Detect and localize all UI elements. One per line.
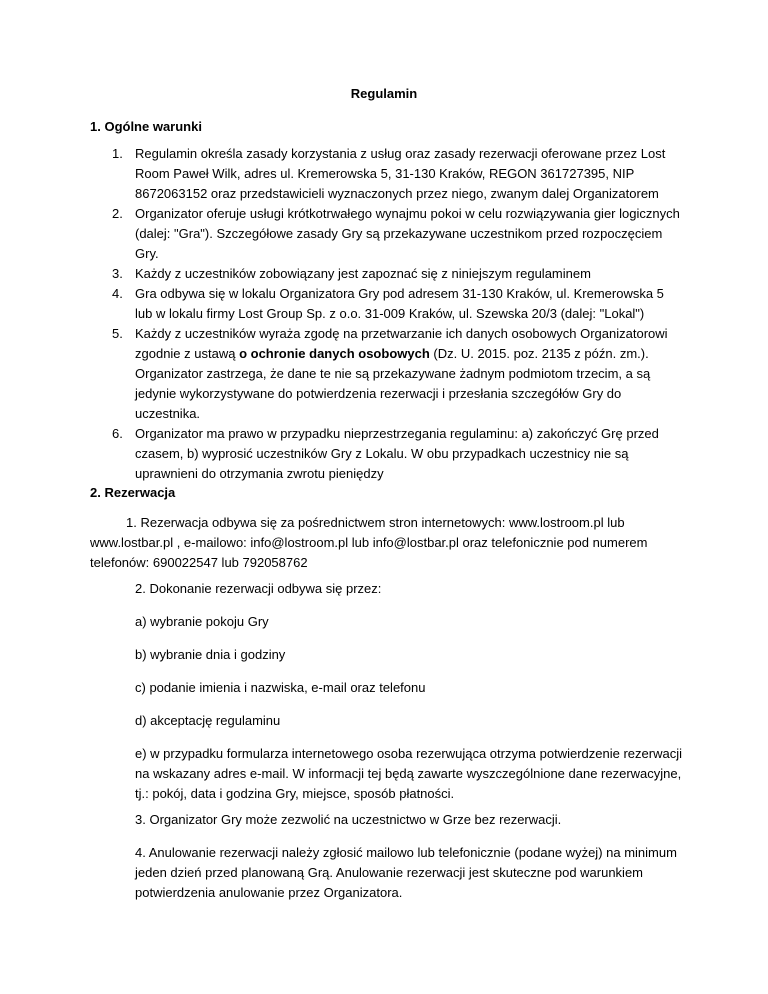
list-item bbox=[90, 264, 680, 284]
list-item-number: 2. bbox=[112, 206, 123, 221]
list-item-text: Każdy z uczestników zobowiązany jest zapoznać się z niniejszym regulaminem bbox=[135, 266, 591, 281]
list-item-text: Organizator oferuje usługi krótkotrwałego wynajmu pokoi w celu rozwiązywania gier logicznych (dalej: "Gra"). Szczegółowe zasady Gry są przekazywane uczestnikom przed rozpoczęciem Gry. bbox=[135, 206, 680, 261]
list-item-text: Regulamin określa zasady korzystania z usług oraz zasady rezerwacji oferowane przez Lost Room Paweł Wilk, adres ul. Kremerowska 5, 31-130 Kraków, REGON 361727395, NIP 8672063152 oraz przedstawicieli wyznaczonych przez niego, zwanym dalej Organizatorem bbox=[135, 146, 666, 201]
reservation-paragraph-3: 3. Organizator Gry może zezwolić na uczestnictwo w Grze bez rezerwacji. bbox=[135, 812, 562, 827]
list-item-text-part: (Dz. U. 2015. poz. 2135 z późn. zm.). Organizator zastrzega, że dane te nie są przekazywane żadnym podmiotom trzecim, a są jedynie wykorzystywane do potwierdzenia rezerwacji i przesłania szczegółów Gry do uczestnika. bbox=[135, 346, 651, 421]
bold-law-name: o ochronie danych osobowych bbox=[239, 346, 430, 361]
list-item-number: 6. bbox=[112, 426, 123, 441]
section-2-heading: 2. Rezerwacja bbox=[90, 485, 176, 500]
section-1-list bbox=[90, 144, 680, 484]
list-item-number: 5. bbox=[112, 326, 123, 341]
reservation-paragraph-4: 4. Anulowanie rezerwacji należy zgłosić mailowo lub telefonicznie (podane wyżej) na minimum jeden dzień przed planowaną Grą. Anulowanie rezerwacji jest skuteczne pod warunkiem potwierdzenia anulowanie przez Organizatora. bbox=[135, 845, 677, 900]
list-item bbox=[90, 204, 680, 264]
section-1-heading: 1. Ogólne warunki bbox=[90, 119, 202, 134]
reservation-step-a: a) wybranie pokoju Gry bbox=[135, 614, 269, 629]
list-item-number: 3. bbox=[112, 266, 123, 281]
list-item-text bbox=[135, 326, 668, 421]
list-item bbox=[90, 144, 680, 204]
reservation-steps-intro: 2. Dokonanie rezerwacji odbywa się przez: bbox=[135, 581, 382, 596]
list-item-text: Gra odbywa się w lokalu Organizatora Gry pod adresem 31-130 Kraków, ul. Kremerowska 5 lub w lokalu firmy Lost Group Sp. z o.o. 31-009 Kraków, ul. Szewska 20/3 (dalej: "Lokal") bbox=[135, 286, 664, 321]
reservation-step-b: b) wybranie dnia i godziny bbox=[135, 647, 286, 662]
reservation-channels-paragraph: 1. Rezerwacja odbywa się za pośrednictwem stron internetowych: www.lostroom.pl lub www.lostbar.pl , e-mailowo: info@lostroom.pl lub info@lostbar.pl oraz telefonicznie pod numerem telefonów: 690022547 lub 792058762 bbox=[90, 515, 648, 570]
document-title: Regulamin bbox=[350, 86, 418, 101]
reservation-step-e: e) w przypadku formularza internetowego osoba rezerwująca otrzyma potwierdzenie rezerwacji na wskazany adres e-mail. W informacji tej będą zawarte wyszczególnione dane rezerwacyjne, tj.: pokój, data i godzina Gry, miejsce, sposób płatności. bbox=[135, 746, 682, 801]
reservation-step-d: d) akceptację regulaminu bbox=[135, 713, 281, 728]
list-item-number: 4. bbox=[112, 286, 123, 301]
reservation-step-c: c) podanie imienia i nazwiska, e-mail oraz telefonu bbox=[135, 680, 426, 695]
list-item-number: 1. bbox=[112, 146, 123, 161]
list-item-text: Organizator ma prawo w przypadku nieprzestrzegania regulaminu: a) zakończyć Grę przed czasem, b) wyprosić uczestników Gry z Lokalu. W obu przypadkach uczestnicy nie są uprawnieni do otrzymania zwrotu pieniędzy bbox=[135, 426, 659, 481]
list-item-text-part: Każdy z uczestników wyraża zgodę na przetwarzanie ich danych osobowych Organizatorowi zgodnie z ustawą bbox=[135, 326, 668, 361]
list-item bbox=[90, 424, 680, 484]
list-item bbox=[90, 284, 680, 324]
list-item bbox=[90, 324, 680, 424]
